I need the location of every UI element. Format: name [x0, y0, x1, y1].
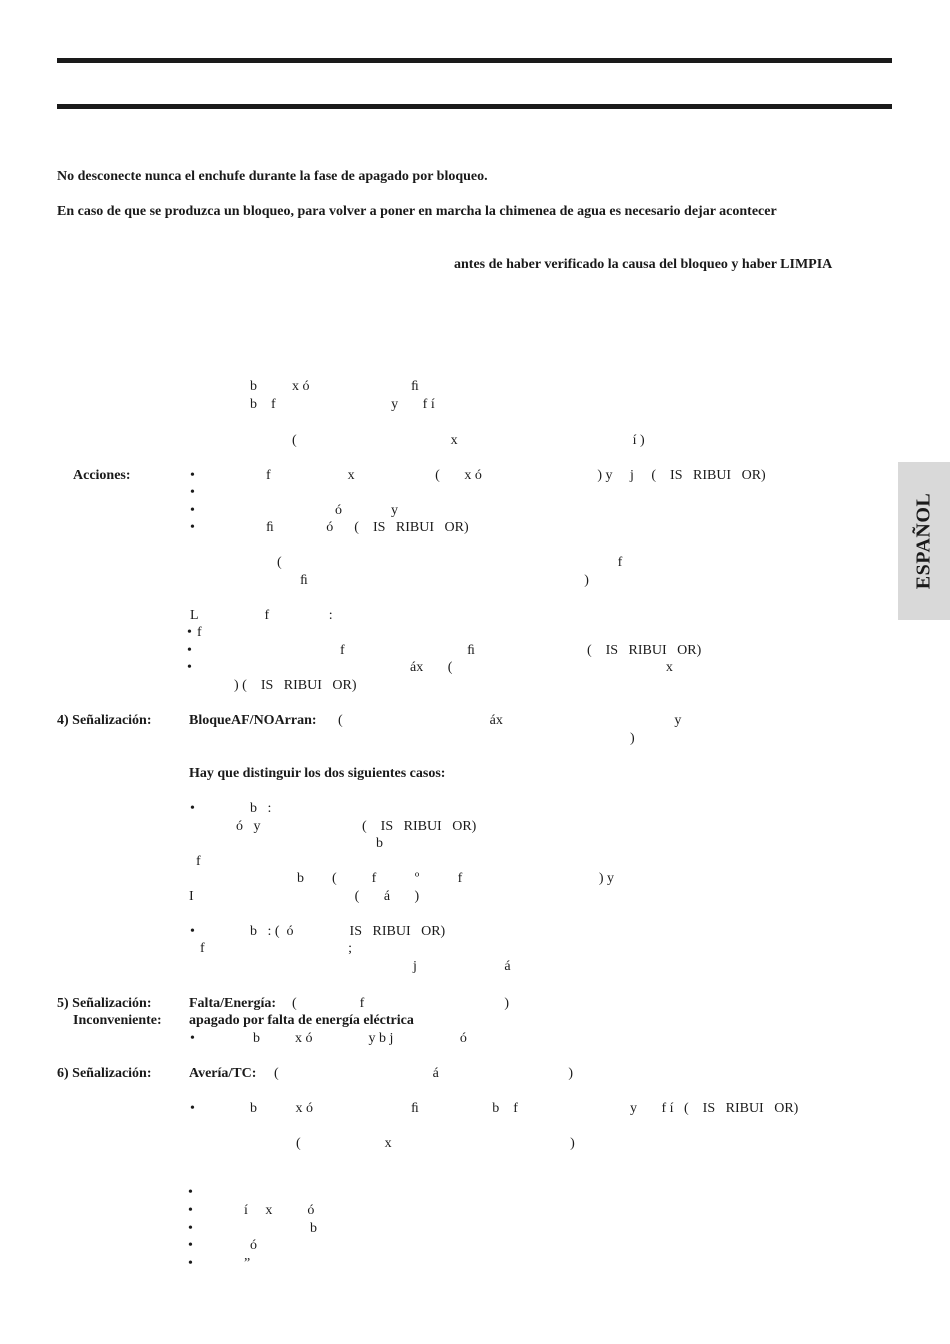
bullet: • [190, 1101, 195, 1116]
signal-6-code: Avería/TC: [189, 1066, 257, 1081]
signal-4-text-cont: ) [630, 731, 635, 746]
case-1-line: b ( f º f ) y [297, 871, 614, 886]
bullet: • [190, 503, 195, 518]
list-item: áx ( x [410, 660, 673, 675]
language-label: ESPAÑOL [912, 492, 935, 590]
case-2-line: j á [413, 959, 511, 974]
second-rule [57, 104, 892, 109]
list-item: b x ó y b j ó [253, 1031, 467, 1046]
bullet: • [187, 660, 192, 675]
bullet: • [190, 1031, 195, 1046]
signal-6-text: ( á ) [274, 1066, 574, 1081]
text-line: ( x í ) [292, 433, 645, 448]
acciones-label: Acciones: [73, 468, 131, 483]
case-2-line: f ; [200, 941, 353, 956]
inconveniente-label: Inconveniente: [73, 1013, 162, 1028]
bullet: • [187, 643, 192, 658]
top-rule [57, 58, 892, 63]
list-item: b x ó ﬁ b f y f í ( IS RIBUI OR) [250, 1101, 799, 1116]
language-side-tab [898, 462, 950, 620]
list-item: ó [250, 1238, 257, 1253]
block-title: L f : [190, 608, 333, 623]
bullet: • [190, 520, 195, 535]
bullet: • [190, 801, 195, 816]
bullet: • [190, 468, 195, 483]
case-1-line: b : [250, 801, 272, 816]
case-1-line: f [196, 854, 201, 869]
signal-5-text: ( f ) [292, 996, 509, 1011]
list-item: b [310, 1221, 317, 1236]
bullet: • [190, 485, 195, 500]
warning-restart-continuation: antes de haber verificado la causa del bloqueo y haber LIMPIA [454, 257, 833, 272]
list-item: ) ( IS RIBUI OR) [234, 678, 357, 693]
bullet: • [188, 1221, 193, 1236]
note-line: ﬁ ) [300, 573, 589, 588]
case-1-line: I ( á ) [189, 889, 420, 904]
bullet: • [188, 1256, 193, 1271]
list-item: f ﬁ ( IS RIBUI OR) [340, 643, 702, 658]
signal-5-code: Falta/Energía: [189, 996, 277, 1011]
text-line: b x ó ﬁ [250, 379, 419, 394]
list-item: ” [244, 1256, 251, 1271]
bullet: • [188, 1238, 193, 1253]
list-item: ó y [335, 503, 398, 518]
signal-6-label: 6) Señalización: [57, 1066, 152, 1081]
note-line: ( f [277, 555, 623, 570]
signal-5-label: 5) Señalización: [57, 996, 152, 1011]
case-2-line: b : ( ó IS RIBUI OR) [250, 924, 446, 939]
list-item: í x ó [244, 1203, 315, 1218]
case-1-line: ó y ( IS RIBUI OR) [236, 819, 477, 834]
warning-never-unplug: No desconecte nunca el enchufe durante la fase de apagado por bloqueo. [57, 169, 488, 184]
warning-restart-intro: En caso de que se produzca un bloqueo, para volver a poner en marcha la chimenea de agua es necesario dejar acontecer [57, 204, 777, 219]
bullet: • [190, 924, 195, 939]
text-line: b f y f í [250, 397, 435, 412]
signal-4-text: ( áx y [338, 713, 682, 728]
signal-4-label: 4) Señalización: [57, 713, 152, 728]
inconveniente-text: apagado por falta de energía eléctrica [189, 1013, 414, 1028]
list-item: ﬁ ó ( IS RIBUI OR) [266, 520, 469, 535]
signal-4-code: BloqueAF/NOArran: [189, 713, 317, 728]
case-1-line: b [376, 836, 383, 851]
bullet: • [188, 1203, 193, 1218]
list-item: f [197, 625, 202, 640]
bullet: • [188, 1185, 193, 1200]
list-item: f x ( x ó ) y j ( IS RIBUI OR) [266, 468, 766, 483]
bullet: • [187, 625, 192, 640]
note-line: ( x ) [296, 1136, 575, 1151]
signal-4-distinguish: Hay que distinguir los dos siguientes casos: [189, 766, 446, 781]
